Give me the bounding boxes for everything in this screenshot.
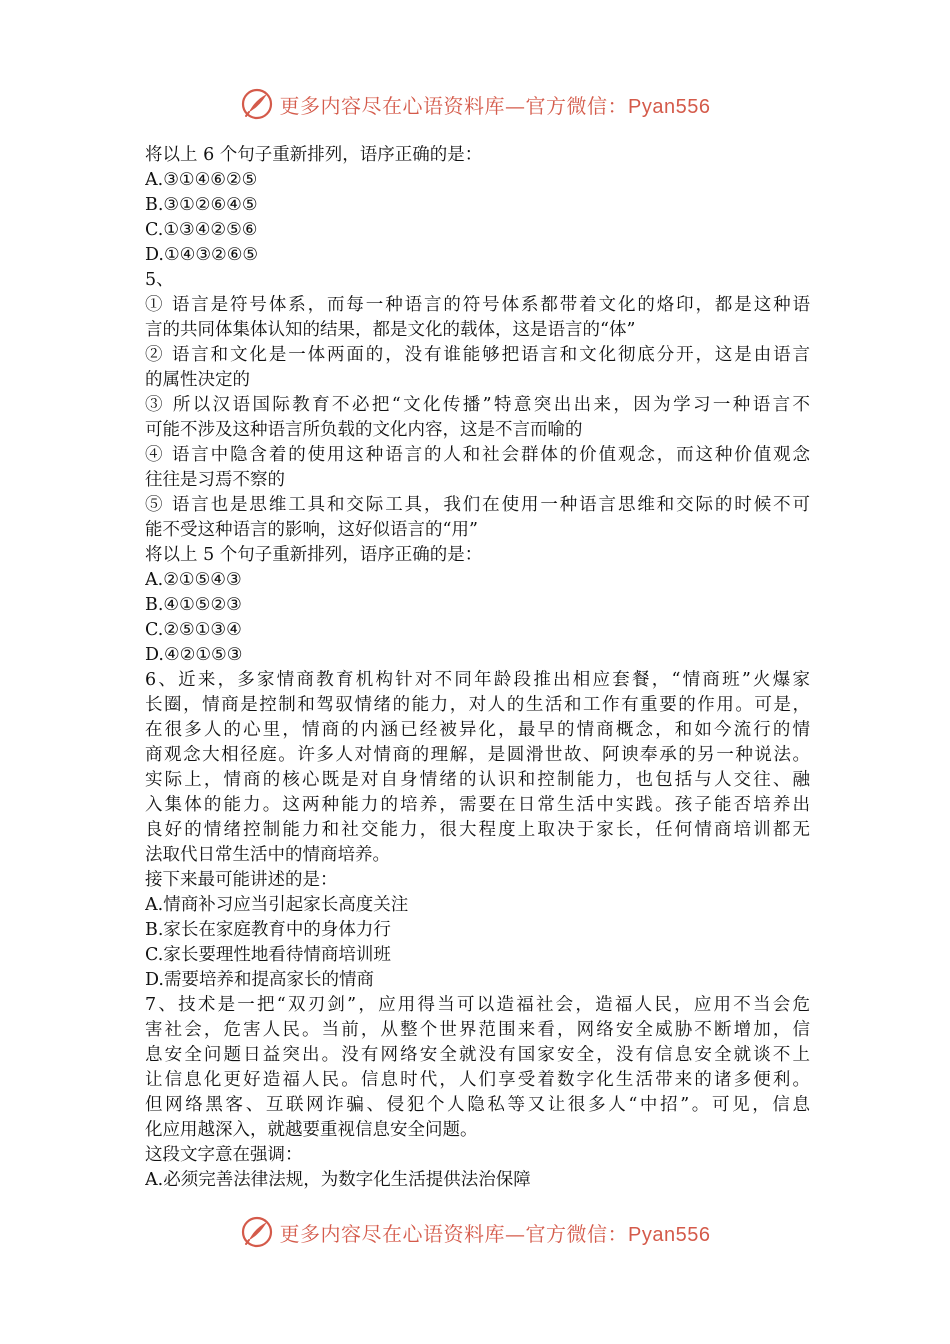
text-line: 6、近来，多家情商教育机构针对不同年龄段推出相应套餐，“情商班”火爆家 xyxy=(145,670,810,690)
quill-logo-icon xyxy=(240,1215,274,1249)
text-line: ④ 语言中隐含着的使用这种语言的人和社会群体的价值观念，而这种价值观念 xyxy=(145,445,810,465)
text-line: 往往是习焉不察的 xyxy=(145,470,285,490)
watermark-brand: Pyan556 xyxy=(628,95,711,118)
text-line: 的属性决定的 xyxy=(145,370,250,390)
text-line: 将以上 5 个句子重新排列，语序正确的是： xyxy=(145,545,483,565)
text-line: A.②①⑤④③ xyxy=(145,570,242,590)
text-line: 接下来最可能讲述的是： xyxy=(145,870,338,890)
text-line: 这段文字意在强调： xyxy=(145,1145,303,1165)
text-line: 入集体的能力。这两种能力的培养，需要在日常生活中实践。孩子能否培养出 xyxy=(145,795,810,815)
document-body xyxy=(145,143,810,1193)
text-line: C.②⑤①③④ xyxy=(145,620,242,640)
text-line: 在很多人的心里，情商的内涵已经被异化，最早的情商概念，和如今流行的情 xyxy=(145,720,810,740)
text-line: ① 语言是符号体系，而每一种语言的符号体系都带着文化的烙印，都是这种语 xyxy=(145,295,810,315)
text-line: 将以上 6 个句子重新排列，语序正确的是： xyxy=(145,145,483,165)
watermark-text: 更多内容尽在心语资料库—官方微信：Pyan556 xyxy=(279,1221,711,1246)
text-line: A.必须完善法律法规，为数字化生活提供法治保障 xyxy=(145,1170,531,1190)
watermark-brand: Pyan556 xyxy=(628,1223,711,1246)
text-line: 化应用越深入，就越要重视信息安全问题。 xyxy=(145,1120,478,1140)
watermark-text: 更多内容尽在心语资料库—官方微信：Pyan556 xyxy=(279,93,711,118)
text-line: 5、 xyxy=(145,270,174,290)
text-line: ⑤ 语言也是思维工具和交际工具，我们在使用一种语言思维和交际的时候不可 xyxy=(145,495,810,515)
text-line: 让信息化更好造福人民。信息时代，人们享受着数字化生活带来的诸多便利。 xyxy=(145,1070,810,1090)
text-line: 商观念大相径庭。许多人对情商的理解，是圆滑世故、阿谀奉承的另一种说法。 xyxy=(145,745,810,765)
text-line: D.需要培养和提高家长的情商 xyxy=(145,970,374,990)
text-line: 可能不涉及这种语言所负载的文化内容，这是不言而喻的 xyxy=(145,420,583,440)
text-line: 长圈，情商是控制和驾驭情绪的能力，对人的生活和工作有重要的作用。可是， xyxy=(145,695,810,715)
text-line: ② 语言和文化是一体两面的，没有谁能够把语言和文化彻底分开，这是由语言 xyxy=(145,345,810,365)
text-line: 言的共同体集体认知的结果，都是文化的载体，这是语言的“体” xyxy=(145,320,636,340)
text-line: 害社会，危害人民。当前，从整个世界范围来看，网络安全威胁不断增加，信 xyxy=(145,1020,810,1040)
footer-watermark-banner xyxy=(0,1212,950,1252)
text-line: C.①③④②⑤⑥ xyxy=(145,220,258,240)
text-line: ③ 所以汉语国际教育不必把“文化传播”特意突出出来，因为学习一种语言不 xyxy=(145,395,810,415)
text-line: 7、技术是一把“双刃剑”，应用得当可以造福社会，造福人民，应用不当会危 xyxy=(145,995,810,1015)
text-line: 能不受这种语言的影响，这好似语言的“用” xyxy=(145,520,478,540)
text-line: B.③①②⑥④⑤ xyxy=(145,195,258,215)
text-line: A.③①④⑥②⑤ xyxy=(145,170,258,190)
text-line: D.①④③②⑥⑤ xyxy=(145,245,259,265)
text-line: 法取代日常生活中的情商培养。 xyxy=(145,845,390,865)
text-line: D.④②①⑤③ xyxy=(145,645,243,665)
text-line: A.情商补习应当引起家长高度关注 xyxy=(145,895,409,915)
text-line: 息安全问题日益突出。没有网络安全就没有国家安全，没有信息安全就谈不上 xyxy=(145,1045,810,1065)
text-line: 良好的情绪控制能力和社交能力，很大程度上取决于家长，任何情商培训都无 xyxy=(145,820,810,840)
quill-logo-icon xyxy=(240,87,274,121)
text-line: C.家长要理性地看待情商培训班 xyxy=(145,945,391,965)
text-line: 实际上，情商的核心既是对自身情绪的认识和控制能力，也包括与人交往、融 xyxy=(145,770,810,790)
header-watermark-banner xyxy=(0,84,950,124)
text-line: B.家长在家庭教育中的身体力行 xyxy=(145,920,391,940)
text-line: 但网络黑客、互联网诈骗、侵犯个人隐私等又让很多人“中招”。可见，信息 xyxy=(145,1095,810,1115)
text-line: B.④①⑤②③ xyxy=(145,595,242,615)
